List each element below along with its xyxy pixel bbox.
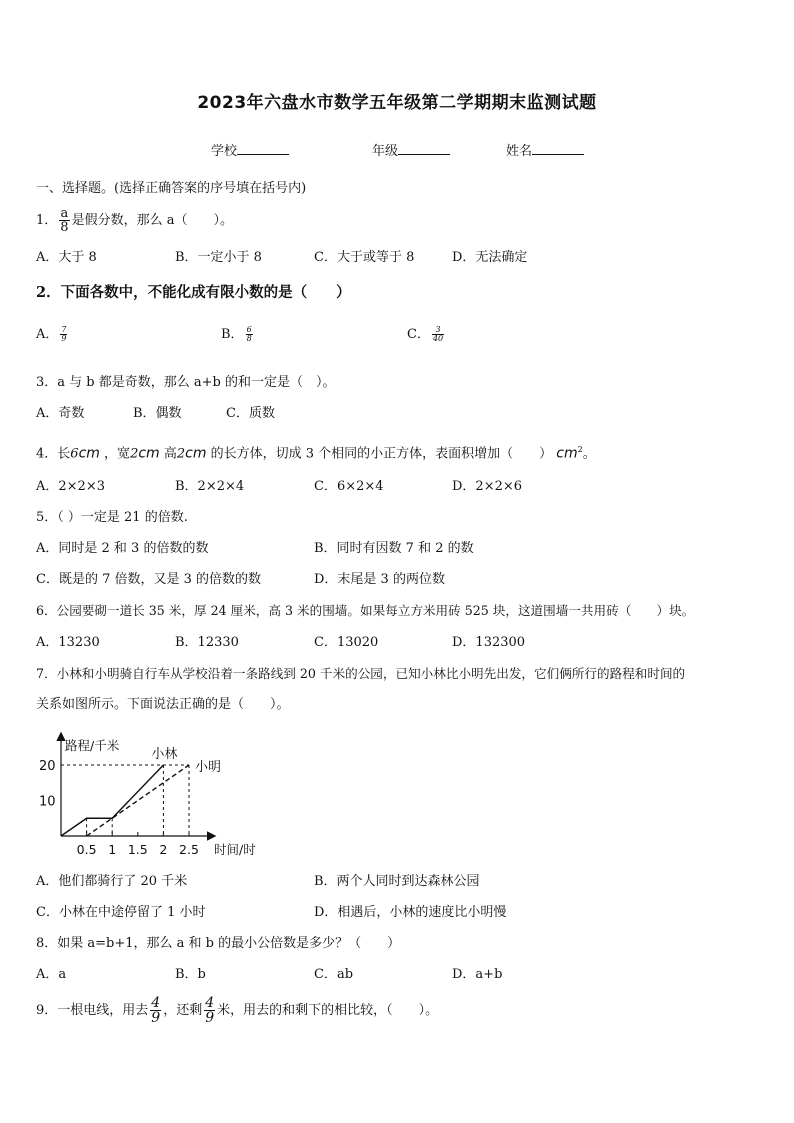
q7-option-a: A．他们都骑行了 20 千米 [36,874,188,889]
q6-option-a: A．13230 [36,635,100,650]
q8-option-d: D．a+b [452,967,503,982]
series-label-xiaoming: 小明 [195,760,222,775]
q9-text-3: 米，用去的和剩下的相比较，（ ）。 [217,1003,439,1018]
q5-option-a: A．同时是 2 和 3 的倍数的数 [36,541,209,556]
q1-frac-denominator: 8 [60,220,69,235]
distance-time-chart [36,728,276,863]
q2-option-b [221,326,255,343]
school-blank [237,142,289,155]
question-8: 8．如果 a=b+1，那么 a 和 b 的最小公倍数是多少？（ ） [36,936,401,951]
q2-option-a [36,326,69,343]
question-2: 2．下面各数中，不能化成有限小数的是（ ） [36,284,351,301]
q2-option-c [407,326,446,343]
question-9 [36,993,438,1029]
q4-text-4: 的长方体，切成 3 个相同的小正方体，表面积增加（ ） [210,446,553,462]
page-title: 2023年六盘水市数学五年级第二学期期末监测试题 [197,93,597,113]
q2-frac-c-n: 3 [435,325,441,334]
q8-option-a: A．a [36,967,67,982]
q4-unit-3: cm [185,445,207,462]
grade-blank [398,142,450,155]
grade-label: 年级 [372,144,399,159]
q2-frac-c-d: 40 [432,334,444,343]
q2-frac-a [60,326,67,343]
q1-option-c: C．大于或等于 8 [314,250,415,265]
q9-text-2: ，还剩 [163,1003,203,1018]
q1-option-b: B．一定小于 8 [175,250,262,265]
x-tick-label: 2.5 [179,842,199,857]
q9-frac-1-n: 4 [151,995,161,1011]
question-3: 3．a 与 b 都是奇数，那么 a+b 的和一定是（ ）。 [36,375,336,390]
school-field [211,142,289,160]
school-label: 学校 [211,144,238,159]
q9-fraction-1 [150,996,161,1025]
q2-frac-b [246,326,253,343]
q4-option-c: C．6×2×4 [314,479,384,494]
q9-frac-1-d: 9 [151,1010,161,1026]
q9-frac-2-n: 4 [205,995,215,1011]
q4-end: 。 [582,446,596,462]
question-6: 6．公园要砌一道长 35 米，厚 24 厘米，高 3 米的围墙。如果每立方米用砖 525 块，这道围墙一共用砖（ ）块。 [36,603,695,618]
q4-text-1: 4．长 [36,446,71,462]
q4-option-a: A．2×2×3 [36,479,105,494]
q5-option-b: B．同时有因数 7 和 2 的数 [314,541,474,556]
q4-option-b: B．2×2×4 [175,479,245,494]
question-5: 5．（ ）一定是 21 的倍数. [36,510,188,525]
section-heading: 一、选择题。(选择正确答案的序号填在括号内) [36,181,307,196]
q7-option-d: D．相遇后，小林的速度比小明慢 [314,905,507,920]
q4-length: 6 [70,446,79,462]
q4-unit-2: cm [138,445,160,462]
name-blank [532,142,584,155]
q5-option-c: C．既是的 7 倍数，又是 3 的倍数的数 [36,572,262,587]
q2-frac-b-n: 6 [246,325,252,334]
q4-unit-exponent: 2 [577,445,583,454]
q1-frac-numerator: a [60,206,69,221]
q2-frac-c [432,326,444,343]
q4-text-2: ，宽 [104,446,131,462]
q3-option-b: B．偶数 [133,406,182,421]
q4-unit-1: cm [78,445,100,462]
q1-text: 是假分数，那么 a（ ）。 [71,213,233,228]
question-7-line-1: 7．小林和小明骑自行车从学校沿着一条路线到 20 千米的公园，已知小林比小明先出发，它们俩所行的路程和时间的 [36,666,686,681]
q9-frac-2-d: 9 [205,1010,215,1026]
q6-option-c: C．13020 [314,635,379,650]
q1-option-a: A．大于 8 [36,250,97,265]
q6-option-b: B．12330 [175,635,239,650]
q8-option-b: B．b [175,967,206,982]
question-1 [36,207,233,234]
x-tick-label: 1 [108,842,117,857]
question-7-line-2: 关系如图所示。下面说法正确的是（ ）。 [36,697,290,712]
q2-label-a: A． [36,327,59,342]
grade-field [372,142,450,160]
q3-option-c: C．质数 [226,406,275,421]
series-line-xiaoming [87,765,189,836]
q7-option-b: B．两个人同时到达森林公园 [314,874,480,889]
name-label: 姓名 [506,144,533,159]
q9-fraction-2 [204,996,215,1025]
q4-height: 2 [176,446,186,462]
q7-option-c: C．小林在中途停留了 1 小时 [36,905,206,920]
q3-option-a: A．奇数 [36,406,85,421]
q1-number: 1． [36,213,58,228]
q2-frac-b-d: 8 [246,334,252,343]
q2-label-c: C． [407,327,430,342]
q2-frac-a-d: 9 [61,334,67,343]
q4-text-3: 高 [163,446,177,462]
q6-option-d: D．132300 [452,635,526,650]
q1-fraction [59,207,69,234]
question-4 [36,442,596,462]
q4-option-d: D．2×2×6 [452,479,523,494]
q5-option-d: D．末尾是 3 的两位数 [314,572,445,587]
y-tick-label: 20 [39,759,56,774]
series-label-xiaolin: 小林 [151,747,178,762]
x-axis-label: 时间/时 [214,842,256,857]
y-axis-label: 路程/千米 [65,738,120,753]
q1-option-d: D．无法确定 [452,250,528,265]
x-tick-label: 0.5 [76,842,97,857]
q4-area-unit: cm [556,445,578,462]
q2-frac-a-n: 7 [61,325,67,334]
q9-text-1: 9．一根电线，用去 [36,1003,149,1018]
q2-label-b: B． [221,327,244,342]
q8-option-c: C．ab [314,967,354,982]
q4-width: 2 [130,446,139,462]
x-tick-label: 2 [159,842,168,857]
x-tick-label: 1.5 [127,842,148,857]
name-field [506,142,584,160]
y-tick-label: 10 [39,794,56,810]
